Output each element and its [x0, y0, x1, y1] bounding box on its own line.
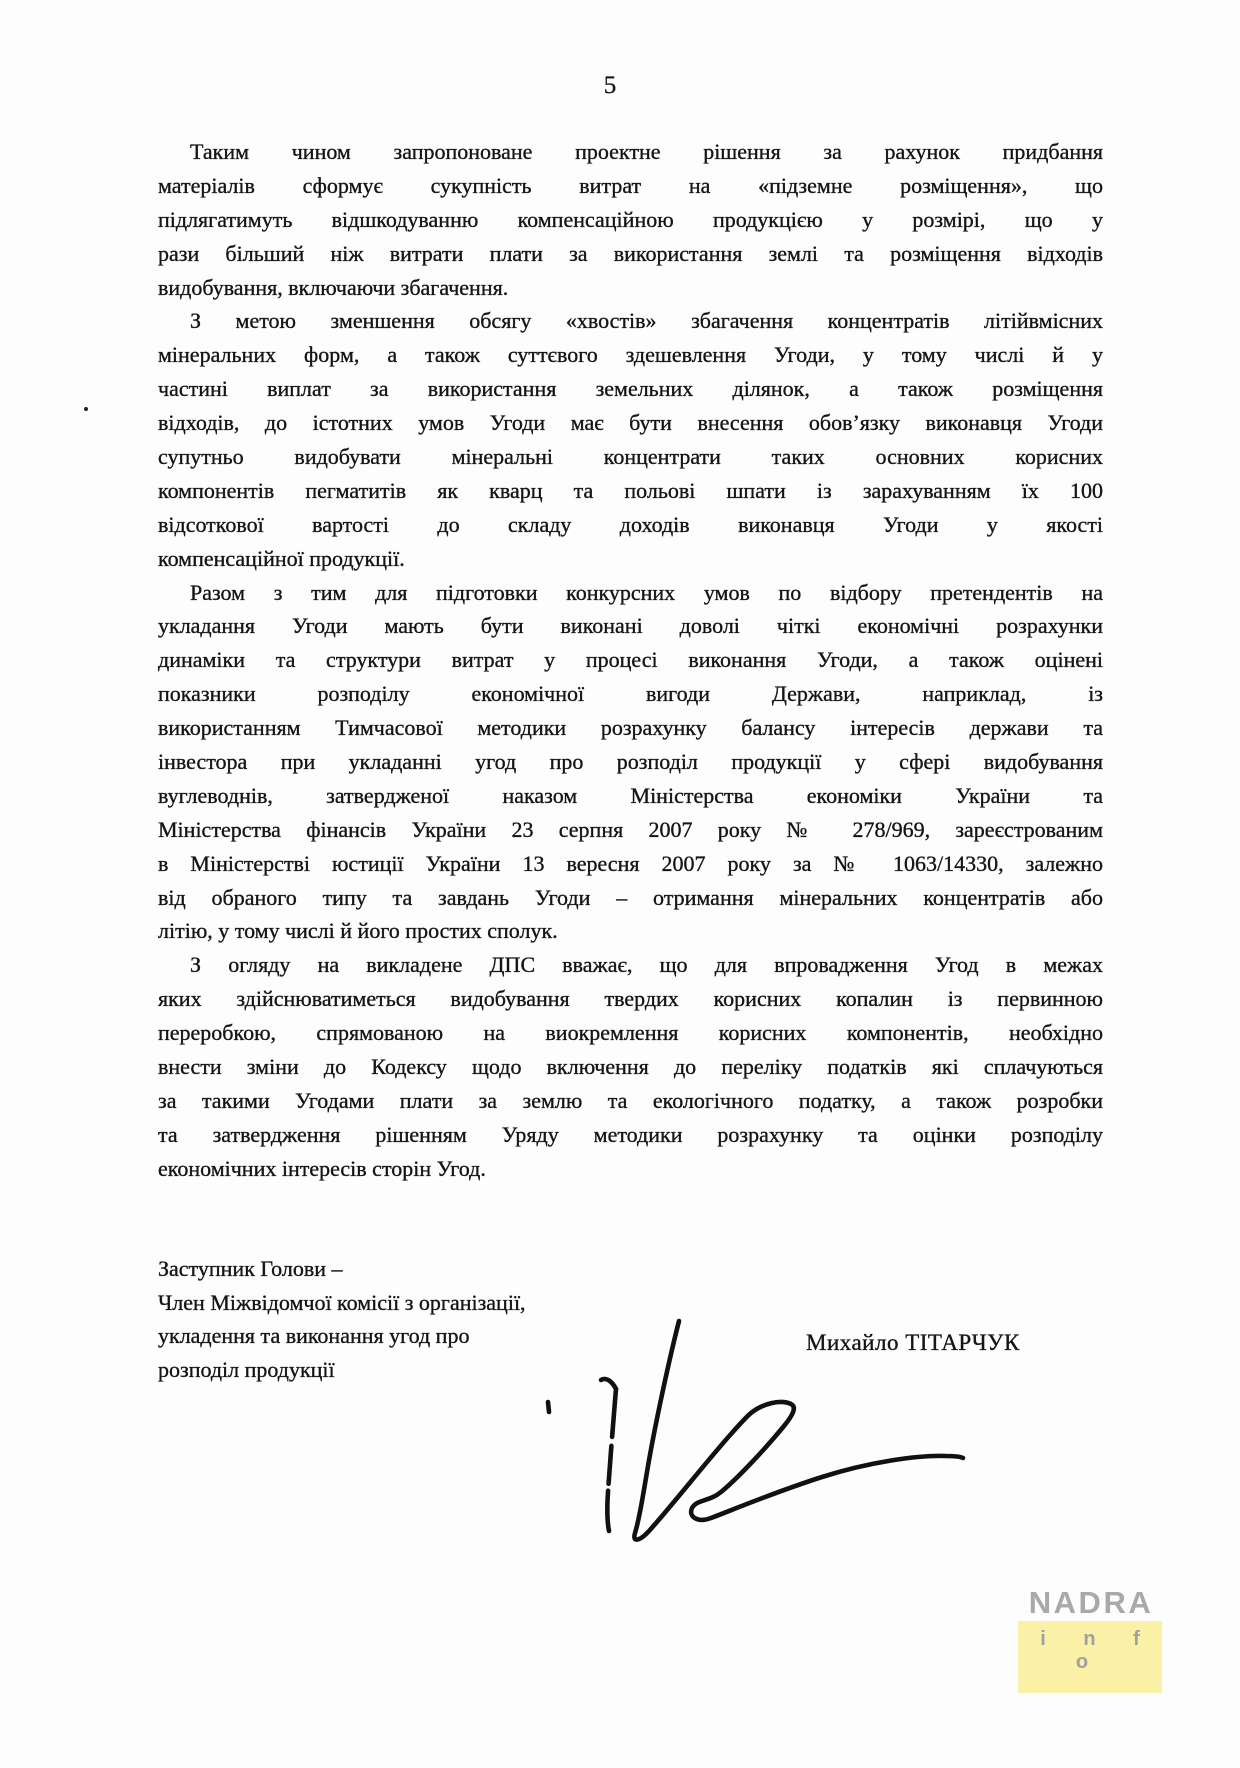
paragraph-line: мінеральних форм, а також суттєвого здешевлення Угоди, у тому числі й у [158, 342, 1103, 368]
paragraph-line: Разом з тим для підготовки конкурсних умов по відбору претендентів на [190, 579, 1103, 605]
paragraph-line: компонентів пегматитів як кварц та польові шпати із зарахуванням їх 100 [158, 477, 1103, 503]
paragraph-line: матеріалів сформує сукупність витрат на «підземне розміщення», що [158, 172, 1103, 198]
nadra-brand-text: NADRA [1028, 1585, 1154, 1620]
signature-left-stroke [607, 1389, 616, 1531]
paragraph-line: супутньо видобувати мінеральні концентрати таких основних корисних [158, 444, 1103, 470]
paragraph-line: частині виплат за використання земельних ділянок, а також розміщення [158, 376, 1103, 402]
paragraph-line: Міністерства фінансів України 23 серпня 2007 року № 278/969, зареєстрованим [158, 816, 1103, 842]
paragraph-line: відходів, до істотних умов Угоди має бути внесення обов’язку виконавця Угоди [158, 410, 1103, 436]
signer-title-line: укладення та виконання угод про [158, 1323, 470, 1348]
paragraph-line: інвестора при укладанні угод про розподіл продукції у сфері видобування [158, 749, 1103, 775]
paragraph-line: динаміки та структури витрат у процесі виконання Угоди, а також оцінені [158, 647, 1103, 673]
nadra-watermark [1018, 1585, 1164, 1693]
signer-title-line: Заступник Голови – [158, 1256, 343, 1281]
paragraph-line: компенсаційної продукції. [158, 545, 405, 571]
paragraph-line: переробкою, спрямованою на виокремлення корисних компонентів, необхідно [158, 1020, 1103, 1046]
paragraph-line: яких здійснюватиметься видобування твердих корисних копалин із первинною [158, 986, 1103, 1012]
paragraph-line: З метою зменшення обсягу «хвостів» збагачення концентратів літійвмісних [190, 308, 1103, 334]
paragraph-line: З огляду на викладене ДПС вважає, що для впровадження Угод в межах [190, 952, 1103, 978]
paragraph-line: використанням Тимчасової методики розрахунку балансу інтересів держави та [158, 715, 1103, 741]
paragraph-line: укладання Угоди мають бути виконані доволі чіткі економічні розрахунки [158, 613, 1103, 639]
paragraph-line: показники розподілу економічної вигоди Держави, наприклад, із [158, 681, 1103, 707]
paragraph-line: відсоткової вартості до складу доходів виконавця Угоди у якості [158, 511, 1103, 537]
signature-speck [548, 1402, 549, 1412]
signer-name: Михайло ТІТАРЧУК [806, 1330, 1020, 1355]
signer-title-line: розподіл продукції [158, 1356, 335, 1382]
paragraph-line: рази більший ніж витрати плати за використання землі та розміщення відходів [158, 240, 1103, 266]
paragraph-line: економічних інтересів сторін Угод. [158, 1155, 486, 1181]
paragraph-line: літію, у тому числі й його простих сполук. [158, 918, 558, 944]
nadra-info-text: i n f o [1040, 1628, 1156, 1673]
margin-speck [84, 407, 88, 411]
paragraph-line: від обраного типу та завдань Угоди – отримання мінеральних концентратів або [158, 884, 1103, 910]
paragraph-line: та затвердження рішенням Уряду методики розрахунку та оцінки розподілу [158, 1121, 1103, 1147]
paragraph-line: видобування, включаючи збагачення. [158, 274, 509, 300]
page-number: 5 [603, 72, 617, 99]
paragraph-line: підлягатимуть відшкодуванню компенсаційною продукцією у розмірі, що у [158, 206, 1103, 232]
nadra-info-badge [1018, 1621, 1162, 1693]
paragraph-line: внести зміни до Кодексу щодо включення до переліку податків які сплачуються [158, 1054, 1103, 1080]
signature-title-block [158, 1252, 718, 1386]
paragraph-line: за такими Угодами плати за землю та екологічного податку, а також розробки [158, 1087, 1103, 1113]
paragraph-line: вуглеводнів, затвердженої наказом Міністерства економіки України та [158, 782, 1103, 808]
paragraph-line: в Міністерстві юстиції України 13 вересня 2007 року за № 1063/14330, залежно [158, 850, 1103, 876]
paragraph-line: Таким чином запропоноване проектне рішення за рахунок придбання [190, 139, 1103, 164]
signer-title-line: Член Міжвідомчої комісії з організації, [158, 1289, 526, 1315]
document-body [158, 135, 1103, 1186]
